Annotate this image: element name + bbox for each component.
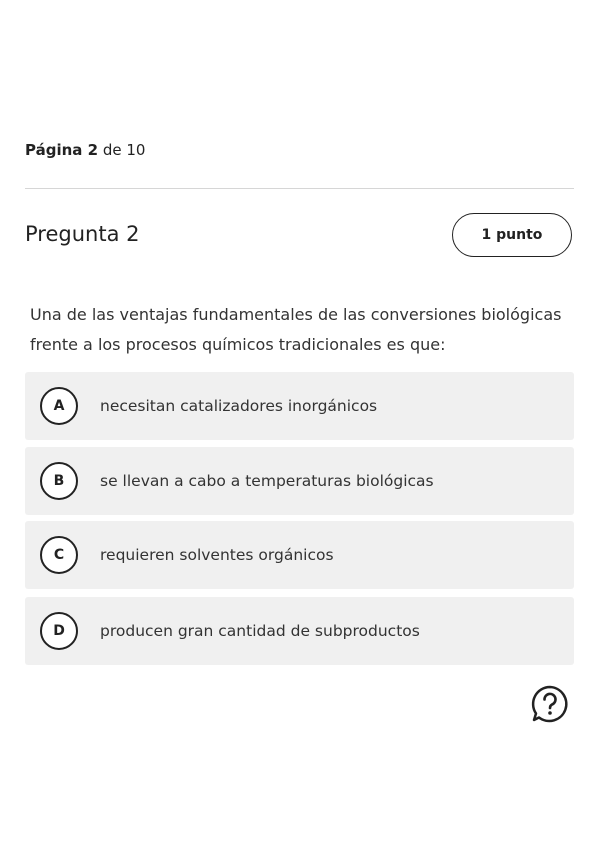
option-letter-badge: B	[40, 462, 78, 500]
option-letter-badge: C	[40, 536, 78, 574]
help-bubble-icon	[530, 684, 570, 724]
option-letter-badge: D	[40, 612, 78, 650]
divider	[25, 188, 574, 189]
option-text: necesitan catalizadores inorgánicos	[100, 397, 378, 415]
page-indicator-total: de 10	[102, 141, 146, 159]
answer-option-c[interactable]	[25, 521, 574, 589]
answer-option-b[interactable]	[25, 447, 574, 515]
option-text: requieren solventes orgánicos	[100, 546, 334, 564]
question-text: Una de las ventajas fundamentales de las conversiones biológicas frente a los procesos químicos tradicionales es que:	[30, 305, 562, 354]
option-letter-badge: A	[40, 387, 78, 425]
question-title: Pregunta 2	[25, 222, 140, 246]
option-text: producen gran cantidad de subproductos	[100, 622, 420, 640]
page-indicator-current: Página 2	[25, 141, 99, 159]
answer-option-a[interactable]	[25, 372, 574, 440]
option-text: se llevan a cabo a temperaturas biológicas	[100, 472, 434, 490]
answer-option-d[interactable]	[25, 597, 574, 665]
page-indicator	[25, 141, 145, 159]
points-badge: 1 punto	[452, 213, 572, 257]
help-button[interactable]	[530, 684, 570, 724]
